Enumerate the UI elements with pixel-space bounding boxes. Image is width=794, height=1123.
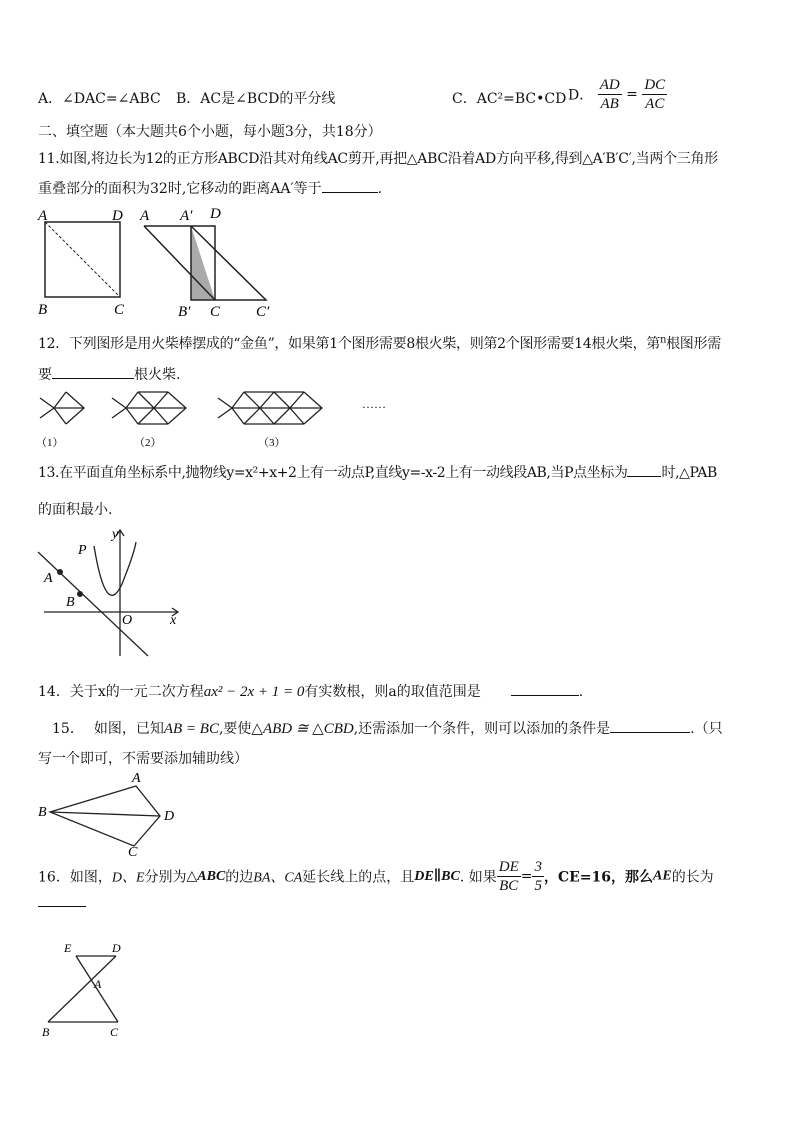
fish-tail <box>112 398 126 418</box>
q14-end: . <box>578 684 584 700</box>
q15-text-d: .（只 <box>690 721 723 737</box>
q15-num: 15． <box>52 721 84 737</box>
q14-text-b: 有实数根，则a的取值范围是 <box>304 684 481 700</box>
answer-blank <box>610 718 690 733</box>
option-d-fraction-2 <box>642 76 667 113</box>
answer-blank <box>511 681 579 696</box>
frac-denominator: AB <box>600 96 619 112</box>
q11-text: 重叠部分的面积为32时,它移动的距离AA′等于 <box>38 181 322 197</box>
frac-denominator: BC <box>499 878 519 894</box>
q16-sides: BA、CA <box>253 870 303 886</box>
option-a: A．∠DAC=∠ABC <box>38 91 161 107</box>
label-d: D <box>112 941 121 955</box>
label-c: C <box>114 302 125 318</box>
diagonal-bd <box>50 812 160 816</box>
label-c: C <box>128 845 138 858</box>
q16-figure <box>36 938 136 1040</box>
q15-cond: AB = BC <box>163 721 219 737</box>
answer-blank <box>627 462 661 477</box>
q12-text-b: 根图形需 <box>666 336 721 352</box>
q16-text-f: ，CE=16，那么 <box>543 869 653 886</box>
q15-text-b: ,要使 <box>218 721 252 737</box>
label-a: A <box>140 208 150 224</box>
label-x: x <box>170 613 177 628</box>
q14-line <box>38 681 583 701</box>
q16-fraction-2 <box>532 858 544 895</box>
q12-text-d: 根火柴. <box>134 367 181 383</box>
section-heading: 二、填空题（本大题共6个小题，每小题3分，共18分） <box>38 124 382 140</box>
label-a: A <box>132 771 141 786</box>
label-e: E <box>64 941 72 955</box>
q15-text-c: ,还需添加一个条件，则可以添加的条件是 <box>353 721 611 737</box>
label-a: A <box>38 208 48 224</box>
q12-n: n <box>659 334 667 346</box>
option-d <box>568 76 667 113</box>
frac-numerator: DC <box>644 77 666 93</box>
q15-figure <box>36 770 186 858</box>
q13-figure <box>36 524 186 660</box>
q15-text-a: 如图，已知 <box>93 721 164 737</box>
q15-congruence: △ABD ≅ △CBD <box>251 721 354 737</box>
q16-ae: AE <box>653 868 672 884</box>
label-a: A <box>94 977 102 991</box>
diagonal-ac <box>45 222 120 297</box>
ellipsis: …… <box>362 397 386 411</box>
label-c: C <box>210 304 221 320</box>
q11-line2 <box>38 178 382 198</box>
q14-text-a: 14．关于x的一元二次方程 <box>38 684 204 700</box>
label-a: A <box>44 571 53 586</box>
q16-text-c: 的边 <box>225 869 254 886</box>
fish-tail <box>218 398 232 418</box>
q12-line1 <box>38 333 721 353</box>
q11-line1: 11.如图,将边长为12的正方形ABCD沿其对角线AC剪开,再把△ABC沿着AD方向平移,得到△A′B′C′,当两个三角形 <box>38 151 718 167</box>
caption-1: （1） <box>36 437 64 449</box>
option-b: B．AC是∠BCD的平分线 <box>176 91 336 107</box>
label-d: D <box>164 809 175 824</box>
q16-text-g: 的长为 <box>671 869 714 886</box>
q11-figures <box>36 206 286 320</box>
label-b: B <box>38 302 48 318</box>
q16-points: D、E <box>111 870 145 886</box>
label-y: y <box>112 527 119 542</box>
q11-end: . <box>377 181 383 197</box>
caption-3: （3） <box>258 437 286 449</box>
q15-line1 <box>52 718 723 738</box>
q16-line1 <box>38 858 714 895</box>
q12-text-c: 要 <box>38 367 52 383</box>
label-c: C <box>110 1025 119 1039</box>
q16-text-b: 分别为 <box>144 869 187 886</box>
q13-text-b: 时,△PAB <box>661 465 717 481</box>
q12-line2 <box>38 364 180 384</box>
q13-text-a: 13.在平面直角坐标系中,抛物线y=x²+x+2上有一动点P,直线y=-x-2上有一动线段AB,当P点坐标为 <box>38 465 628 481</box>
label-d: D <box>210 206 221 222</box>
answer-blank <box>322 178 378 193</box>
frac-numerator: AD <box>599 77 620 93</box>
frac-denominator: 5 <box>534 878 542 894</box>
option-d-prefix: D． <box>568 87 594 104</box>
q12-fish-figures <box>36 390 396 450</box>
equals-sign: = <box>520 868 533 885</box>
q16-text-a: 16．如图， <box>38 869 112 886</box>
diagonal-ac <box>144 226 215 300</box>
q16-text-d: 延长线上的点，且 <box>302 869 415 886</box>
q13-line1 <box>38 462 717 482</box>
q13-line2: 的面积最小. <box>38 502 113 518</box>
caption-2: （2） <box>134 437 162 449</box>
label-b: B <box>38 805 47 820</box>
q14-equation: ax² − 2x + 1 = 0 <box>203 684 305 700</box>
label-o: O <box>122 613 133 628</box>
answer-blank <box>52 364 134 379</box>
option-c: C．AC²=BC•CD <box>452 91 567 107</box>
label-b: B <box>42 1025 50 1039</box>
q12-text-a: 12．下列图形是用火柴棒摆成的“金鱼”，如果第1个图形需要8根火柴，则第2个图形需要14根火柴，第 <box>38 336 660 352</box>
q16-parallel: DE∥BC <box>414 869 460 884</box>
q15-line2: 写一个即可，不需要添加辅助线） <box>38 751 248 767</box>
frac-denominator: AC <box>645 96 665 112</box>
answer-blank <box>38 906 86 907</box>
fish-tail <box>40 398 54 418</box>
q16-fraction-1 <box>497 858 521 895</box>
label-p: P <box>78 543 87 558</box>
option-d-fraction-1 <box>598 76 622 113</box>
q16-triangle: △ABC <box>186 869 226 884</box>
label-b: B <box>66 595 75 610</box>
line-ab <box>38 552 148 656</box>
equals-sign: = <box>626 86 638 103</box>
label-b-prime: B′ <box>178 304 191 320</box>
frac-numerator: 3 <box>534 859 542 875</box>
point-a <box>57 569 63 575</box>
parabola <box>94 542 136 595</box>
label-c-prime: C′ <box>256 304 270 320</box>
point-b <box>77 591 83 597</box>
frac-numerator: DE <box>498 859 519 875</box>
label-d: D <box>112 208 123 224</box>
label-a-prime: A′ <box>180 208 193 224</box>
q16-text-e: . 如果 <box>459 869 497 886</box>
